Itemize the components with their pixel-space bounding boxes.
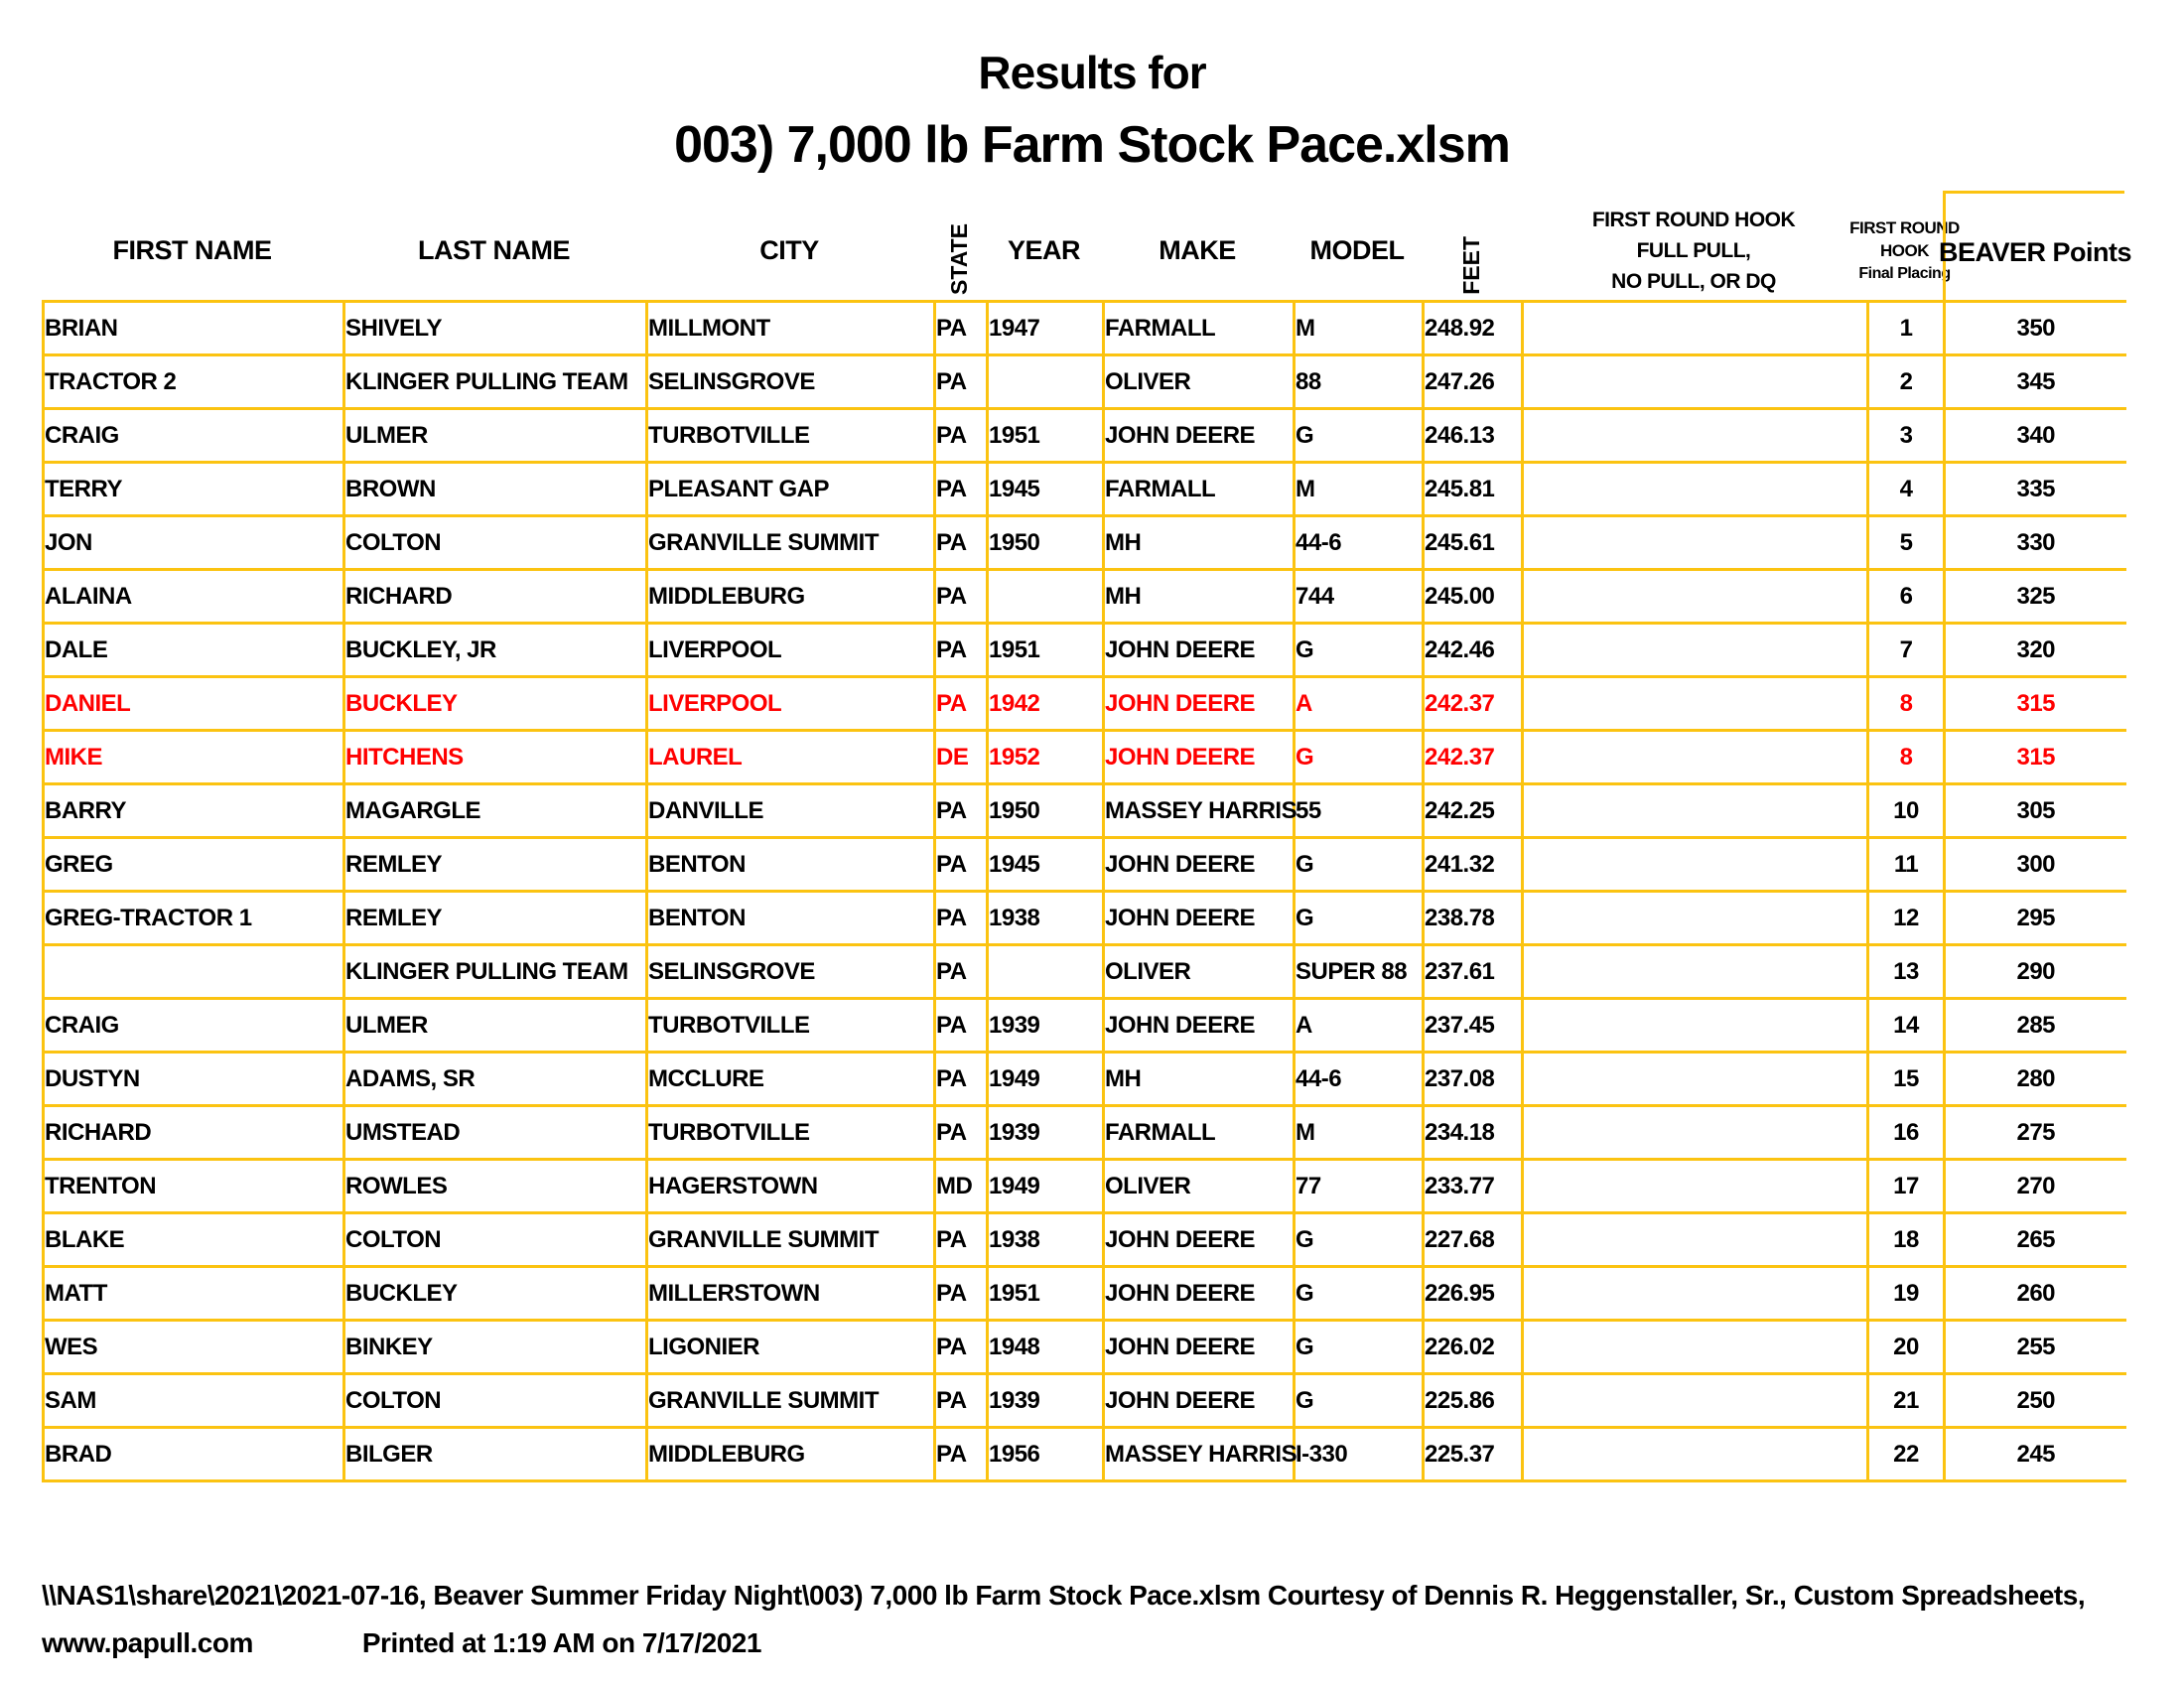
cell-beaver-points: 320 [1945, 624, 2126, 677]
cell-make: MH [1104, 1053, 1295, 1106]
cell-city: HAGERSTOWN [647, 1160, 935, 1213]
header-placing-line3: Final Placing [1858, 265, 1951, 282]
table-row [44, 677, 2126, 731]
cell-model: 44-6 [1295, 516, 1424, 570]
cell-first-name: WES [44, 1321, 344, 1374]
cell-city: DANVILLE [647, 784, 935, 838]
cell-make: MH [1104, 516, 1295, 570]
cell-first-name: BARRY [44, 784, 344, 838]
cell-first-name: DANIEL [44, 677, 344, 731]
cell-model: 744 [1295, 570, 1424, 624]
cell-beaver-points: 305 [1945, 784, 2126, 838]
cell-state: PA [935, 1374, 988, 1428]
cell-beaver-points: 265 [1945, 1213, 2126, 1267]
cell-state: PA [935, 838, 988, 892]
page-title: Results for [978, 47, 1206, 98]
cell-last-name: RICHARD [344, 570, 647, 624]
cell-beaver-points: 325 [1945, 570, 2126, 624]
cell-beaver-points: 250 [1945, 1374, 2126, 1428]
table-row [44, 945, 2126, 999]
cell-make: JOHN DEERE [1104, 838, 1295, 892]
cell-last-name: COLTON [344, 1374, 647, 1428]
cell-first-name: MIKE [44, 731, 344, 784]
cell-hook-result [1523, 1106, 1868, 1160]
cell-model: G [1295, 1321, 1424, 1374]
cell-make: FARMALL [1104, 463, 1295, 516]
cell-feet: 242.37 [1424, 677, 1523, 731]
table-row [44, 784, 2126, 838]
cell-city: BENTON [647, 892, 935, 945]
cell-model: 88 [1295, 355, 1424, 409]
cell-year: 1938 [988, 1213, 1104, 1267]
cell-state: PA [935, 570, 988, 624]
cell-state: PA [935, 1321, 988, 1374]
cell-placing: 15 [1868, 1053, 1945, 1106]
table-row [44, 355, 2126, 409]
table-row [44, 516, 2126, 570]
cell-last-name: REMLEY [344, 838, 647, 892]
cell-state: PA [935, 355, 988, 409]
cell-feet: 246.13 [1424, 409, 1523, 463]
cell-year [988, 945, 1104, 999]
cell-make: JOHN DEERE [1104, 1321, 1295, 1374]
header-placing-line1: FIRST ROUND [1849, 218, 1960, 237]
header-last-name: LAST NAME [418, 235, 570, 265]
cell-placing: 19 [1868, 1267, 1945, 1321]
cell-make: JOHN DEERE [1104, 1374, 1295, 1428]
cell-beaver-points: 290 [1945, 945, 2126, 999]
cell-make: JOHN DEERE [1104, 1213, 1295, 1267]
cell-state: MD [935, 1160, 988, 1213]
cell-year: 1950 [988, 516, 1104, 570]
cell-beaver-points: 285 [1945, 999, 2126, 1053]
table-row [44, 1160, 2126, 1213]
cell-hook-result [1523, 302, 1868, 355]
cell-last-name: COLTON [344, 1213, 647, 1267]
footer [42, 1579, 2176, 1660]
cell-model: 77 [1295, 1160, 1424, 1213]
cell-year: 1949 [988, 1160, 1104, 1213]
cell-beaver-points: 300 [1945, 838, 2126, 892]
cell-last-name: BROWN [344, 463, 647, 516]
cell-placing: 1 [1868, 302, 1945, 355]
cell-first-name: RICHARD [44, 1106, 344, 1160]
cell-hook-result [1523, 1267, 1868, 1321]
cell-first-name: MATT [44, 1267, 344, 1321]
cell-model: A [1295, 999, 1424, 1053]
cell-placing: 18 [1868, 1213, 1945, 1267]
cell-first-name: BRAD [44, 1428, 344, 1481]
cell-last-name: HITCHENS [344, 731, 647, 784]
table-row [44, 1321, 2126, 1374]
cell-hook-result [1523, 1160, 1868, 1213]
cell-make: FARMALL [1104, 1106, 1295, 1160]
cell-make: OLIVER [1104, 945, 1295, 999]
header-year: YEAR [1007, 235, 1080, 265]
cell-year: 1947 [988, 302, 1104, 355]
cell-feet: 225.37 [1424, 1428, 1523, 1481]
cell-make: FARMALL [1104, 302, 1295, 355]
cell-year: 1951 [988, 409, 1104, 463]
cell-feet: 226.95 [1424, 1267, 1523, 1321]
cell-city: TURBOTVILLE [647, 409, 935, 463]
cell-year: 1938 [988, 892, 1104, 945]
cell-model: G [1295, 624, 1424, 677]
header-placing-line2: HOOK [1880, 241, 1929, 260]
cell-city: MIDDLEBURG [647, 1428, 935, 1481]
cell-city: SELINSGROVE [647, 355, 935, 409]
header-beaver-points: BEAVER Points [1943, 191, 2124, 303]
cell-first-name: CRAIG [44, 409, 344, 463]
table-row [44, 1106, 2126, 1160]
cell-year: 1942 [988, 677, 1104, 731]
cell-city: GRANVILLE SUMMIT [647, 1374, 935, 1428]
footer-path-line: \\NAS1\share\2021\2021-07-16, Beaver Summer Friday Night\003) 7,000 lb Farm Stock Pace.xlsm Courtesy of Dennis R. Heggenstaller, Sr., Custom Spreadsheets, [42, 1580, 2086, 1611]
cell-beaver-points: 255 [1945, 1321, 2126, 1374]
cell-city: TURBOTVILLE [647, 1106, 935, 1160]
cell-year [988, 355, 1104, 409]
cell-hook-result [1523, 999, 1868, 1053]
cell-placing: 5 [1868, 516, 1945, 570]
cell-last-name: BUCKLEY [344, 1267, 647, 1321]
cell-last-name: ULMER [344, 409, 647, 463]
cell-state: PA [935, 1428, 988, 1481]
cell-city: MILLMONT [647, 302, 935, 355]
cell-beaver-points: 280 [1945, 1053, 2126, 1106]
cell-beaver-points: 260 [1945, 1267, 2126, 1321]
cell-state: PA [935, 1267, 988, 1321]
cell-make: JOHN DEERE [1104, 409, 1295, 463]
header-feet-label: FEET [1457, 236, 1484, 295]
cell-state: PA [935, 892, 988, 945]
cell-city: MIDDLEBURG [647, 570, 935, 624]
cell-beaver-points: 315 [1945, 677, 2126, 731]
cell-beaver-points: 315 [1945, 731, 2126, 784]
cell-city: LIVERPOOL [647, 677, 935, 731]
cell-placing: 8 [1868, 677, 1945, 731]
cell-last-name: UMSTEAD [344, 1106, 647, 1160]
cell-hook-result [1523, 677, 1868, 731]
header-hook-line3: NO PULL, OR DQ [1611, 270, 1776, 293]
cell-make: MASSEY HARRIS [1104, 784, 1295, 838]
cell-state: PA [935, 677, 988, 731]
header-feet [1422, 191, 1521, 303]
cell-placing: 11 [1868, 838, 1945, 892]
cell-hook-result [1523, 409, 1868, 463]
cell-city: TURBOTVILLE [647, 999, 935, 1053]
table-row [44, 302, 2126, 355]
cell-city: GRANVILLE SUMMIT [647, 1213, 935, 1267]
table-header-row [42, 191, 2132, 303]
cell-city: SELINSGROVE [647, 945, 935, 999]
cell-first-name: DALE [44, 624, 344, 677]
cell-make: MASSEY HARRIS [1104, 1428, 1295, 1481]
cell-hook-result [1523, 516, 1868, 570]
cell-model: G [1295, 1374, 1424, 1428]
table-row [44, 463, 2126, 516]
cell-beaver-points: 270 [1945, 1160, 2126, 1213]
header-hook-line1: FIRST ROUND HOOK [1591, 209, 1796, 231]
cell-feet: 237.45 [1424, 999, 1523, 1053]
cell-city: LIVERPOOL [647, 624, 935, 677]
cell-model: A [1295, 677, 1424, 731]
cell-city: LAUREL [647, 731, 935, 784]
cell-beaver-points: 330 [1945, 516, 2126, 570]
cell-hook-result [1523, 838, 1868, 892]
cell-feet: 234.18 [1424, 1106, 1523, 1160]
header-first-name: FIRST NAME [112, 235, 272, 265]
cell-placing: 20 [1868, 1321, 1945, 1374]
cell-first-name [44, 945, 344, 999]
table-row [44, 1428, 2126, 1481]
cell-state: PA [935, 516, 988, 570]
cell-placing: 13 [1868, 945, 1945, 999]
cell-feet: 248.92 [1424, 302, 1523, 355]
cell-first-name: GREG [44, 838, 344, 892]
cell-city: MILLERSTOWN [647, 1267, 935, 1321]
cell-make: MH [1104, 570, 1295, 624]
footer-website: www.papull.com [42, 1627, 253, 1658]
cell-feet: 242.46 [1424, 624, 1523, 677]
cell-beaver-points: 295 [1945, 892, 2126, 945]
cell-model: M [1295, 302, 1424, 355]
footer-printed-timestamp: Printed at 1:19 AM on 7/17/2021 [361, 1627, 761, 1658]
header-make: MAKE [1159, 235, 1236, 265]
cell-hook-result [1523, 945, 1868, 999]
cell-year [988, 570, 1104, 624]
cell-city: BENTON [647, 838, 935, 892]
cell-model: G [1295, 731, 1424, 784]
cell-state: PA [935, 1106, 988, 1160]
table-row [44, 1213, 2126, 1267]
title-block [0, 48, 2184, 173]
table-row [44, 409, 2126, 463]
cell-beaver-points: 335 [1945, 463, 2126, 516]
cell-year: 1939 [988, 999, 1104, 1053]
cell-placing: 22 [1868, 1428, 1945, 1481]
cell-make: JOHN DEERE [1104, 731, 1295, 784]
cell-last-name: BINKEY [344, 1321, 647, 1374]
cell-year: 1948 [988, 1321, 1104, 1374]
header-final-placing [1849, 191, 1960, 303]
table-row [44, 1267, 2126, 1321]
cell-feet: 242.25 [1424, 784, 1523, 838]
cell-year: 1939 [988, 1374, 1104, 1428]
cell-last-name: BILGER [344, 1428, 647, 1481]
header-model: MODEL [1309, 235, 1405, 265]
table-row [44, 838, 2126, 892]
cell-last-name: REMLEY [344, 892, 647, 945]
cell-hook-result [1523, 1053, 1868, 1106]
cell-year: 1945 [988, 463, 1104, 516]
cell-placing: 10 [1868, 784, 1945, 838]
cell-placing: 14 [1868, 999, 1945, 1053]
cell-hook-result [1523, 463, 1868, 516]
cell-placing: 21 [1868, 1374, 1945, 1428]
cell-first-name: BRIAN [44, 302, 344, 355]
cell-feet: 233.77 [1424, 1160, 1523, 1213]
cell-model: M [1295, 1106, 1424, 1160]
cell-city: GRANVILLE SUMMIT [647, 516, 935, 570]
table-row [44, 1053, 2126, 1106]
cell-model: SUPER 88 [1295, 945, 1424, 999]
cell-model: I-330 [1295, 1428, 1424, 1481]
cell-feet: 241.32 [1424, 838, 1523, 892]
cell-make: JOHN DEERE [1104, 624, 1295, 677]
cell-feet: 247.26 [1424, 355, 1523, 409]
table-row [44, 1374, 2126, 1428]
cell-model: G [1295, 1213, 1424, 1267]
cell-placing: 17 [1868, 1160, 1945, 1213]
cell-first-name: SAM [44, 1374, 344, 1428]
cell-year: 1939 [988, 1106, 1104, 1160]
cell-feet: 227.68 [1424, 1213, 1523, 1267]
cell-hook-result [1523, 1321, 1868, 1374]
cell-hook-result [1523, 1428, 1868, 1481]
cell-state: PA [935, 1053, 988, 1106]
cell-year: 1945 [988, 838, 1104, 892]
cell-last-name: KLINGER PULLING TEAM [344, 945, 647, 999]
cell-feet: 238.78 [1424, 892, 1523, 945]
cell-state: DE [935, 731, 988, 784]
cell-placing: 12 [1868, 892, 1945, 945]
cell-year: 1949 [988, 1053, 1104, 1106]
cell-hook-result [1523, 355, 1868, 409]
cell-state: PA [935, 624, 988, 677]
cell-last-name: ULMER [344, 999, 647, 1053]
cell-feet: 225.86 [1424, 1374, 1523, 1428]
cell-placing: 2 [1868, 355, 1945, 409]
results-table-body [44, 302, 2126, 1481]
table-row [44, 999, 2126, 1053]
cell-year: 1950 [988, 784, 1104, 838]
cell-model: G [1295, 838, 1424, 892]
cell-first-name: DUSTYN [44, 1053, 344, 1106]
cell-hook-result [1523, 1213, 1868, 1267]
cell-state: PA [935, 1213, 988, 1267]
cell-hook-result [1523, 784, 1868, 838]
cell-beaver-points: 275 [1945, 1106, 2126, 1160]
cell-beaver-points: 350 [1945, 302, 2126, 355]
header-first-round-hook-result [1521, 191, 1866, 303]
cell-year: 1956 [988, 1428, 1104, 1481]
cell-hook-result [1523, 570, 1868, 624]
cell-state: PA [935, 784, 988, 838]
cell-model: G [1295, 409, 1424, 463]
cell-state: PA [935, 409, 988, 463]
cell-last-name: ADAMS, SR [344, 1053, 647, 1106]
cell-placing: 6 [1868, 570, 1945, 624]
cell-first-name: ALAINA [44, 570, 344, 624]
cell-city: LIGONIER [647, 1321, 935, 1374]
cell-feet: 242.37 [1424, 731, 1523, 784]
cell-placing: 7 [1868, 624, 1945, 677]
cell-beaver-points: 245 [1945, 1428, 2126, 1481]
cell-last-name: BUCKLEY, JR [344, 624, 647, 677]
cell-hook-result [1523, 1374, 1868, 1428]
cell-last-name: BUCKLEY [344, 677, 647, 731]
cell-first-name: TRACTOR 2 [44, 355, 344, 409]
cell-make: OLIVER [1104, 355, 1295, 409]
cell-beaver-points: 345 [1945, 355, 2126, 409]
cell-model: M [1295, 463, 1424, 516]
cell-placing: 3 [1868, 409, 1945, 463]
cell-feet: 245.61 [1424, 516, 1523, 570]
cell-model: 44-6 [1295, 1053, 1424, 1106]
cell-last-name: MAGARGLE [344, 784, 647, 838]
cell-model: 55 [1295, 784, 1424, 838]
cell-feet: 245.81 [1424, 463, 1523, 516]
footer-line2 [42, 1626, 2176, 1660]
cell-year: 1952 [988, 731, 1104, 784]
cell-state: PA [935, 463, 988, 516]
cell-first-name: TRENTON [44, 1160, 344, 1213]
cell-last-name: COLTON [344, 516, 647, 570]
cell-year: 1951 [988, 624, 1104, 677]
cell-first-name: JON [44, 516, 344, 570]
cell-feet: 226.02 [1424, 1321, 1523, 1374]
cell-state: PA [935, 945, 988, 999]
results-table [42, 300, 2126, 1482]
header-hook-line2: FULL PULL, [1636, 239, 1751, 262]
cell-year: 1951 [988, 1267, 1104, 1321]
cell-last-name: SHIVELY [344, 302, 647, 355]
page-subtitle-filename: 003) 7,000 lb Farm Stock Pace.xlsm [674, 116, 1510, 174]
cell-feet: 237.08 [1424, 1053, 1523, 1106]
table-row [44, 570, 2126, 624]
cell-beaver-points: 340 [1945, 409, 2126, 463]
cell-first-name: GREG-TRACTOR 1 [44, 892, 344, 945]
cell-city: PLEASANT GAP [647, 463, 935, 516]
table-row [44, 731, 2126, 784]
cell-model: G [1295, 1267, 1424, 1321]
cell-last-name: KLINGER PULLING TEAM [344, 355, 647, 409]
header-state [933, 191, 986, 303]
table-row [44, 624, 2126, 677]
cell-placing: 4 [1868, 463, 1945, 516]
cell-state: PA [935, 302, 988, 355]
cell-make: JOHN DEERE [1104, 999, 1295, 1053]
header-state-label: STATE [946, 223, 972, 295]
cell-make: JOHN DEERE [1104, 677, 1295, 731]
cell-make: OLIVER [1104, 1160, 1295, 1213]
cell-first-name: CRAIG [44, 999, 344, 1053]
cell-first-name: TERRY [44, 463, 344, 516]
cell-state: PA [935, 999, 988, 1053]
cell-feet: 245.00 [1424, 570, 1523, 624]
cell-make: JOHN DEERE [1104, 892, 1295, 945]
cell-hook-result [1523, 892, 1868, 945]
cell-feet: 237.61 [1424, 945, 1523, 999]
cell-model: G [1295, 892, 1424, 945]
cell-hook-result [1523, 731, 1868, 784]
cell-placing: 8 [1868, 731, 1945, 784]
cell-last-name: ROWLES [344, 1160, 647, 1213]
cell-first-name: BLAKE [44, 1213, 344, 1267]
header-city: CITY [759, 235, 819, 265]
cell-city: MCCLURE [647, 1053, 935, 1106]
table-row [44, 892, 2126, 945]
cell-make: JOHN DEERE [1104, 1267, 1295, 1321]
cell-placing: 16 [1868, 1106, 1945, 1160]
cell-hook-result [1523, 624, 1868, 677]
